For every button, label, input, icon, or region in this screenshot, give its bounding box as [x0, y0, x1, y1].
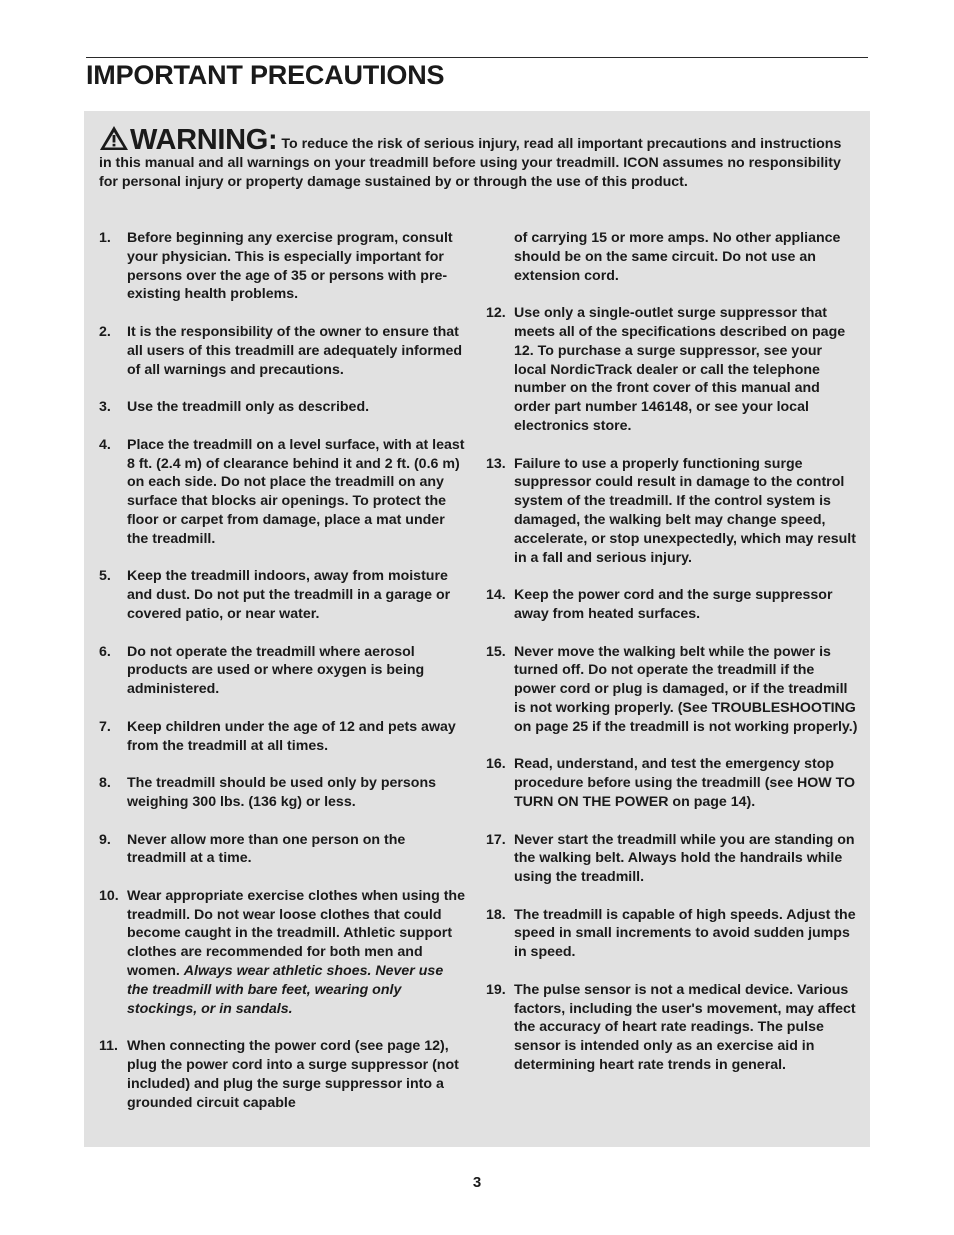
precaution-italic-text: Always wear athletic shoes. Never use the treadmill with bare feet, wearing only stockings, or in sandals.	[127, 963, 444, 1017]
precaution-item	[99, 643, 465, 699]
precaution-item	[99, 436, 465, 549]
warning-label: WARNING:	[130, 124, 278, 156]
precaution-text: Read, understand, and test the emergency stop procedure before using the treadmill (see HOW TO TURN ON THE POWER on page 14).	[514, 756, 856, 810]
precaution-number: 14.	[486, 587, 506, 604]
precaution-number: 3.	[99, 399, 111, 416]
precaution-text: Keep the treadmill indoors, away from moisture and dust. Do not put the treadmill in a garage or covered patio, or near water.	[127, 568, 451, 622]
precaution-item	[99, 831, 465, 869]
precaution-text: Before beginning any exercise program, consult your physician. This is especially important for persons over the age of 35 or persons with pre-existing health problems.	[127, 230, 453, 303]
precaution-number: 4.	[99, 436, 111, 453]
precaution-text: of carrying 15 or more amps. No other appliance should be on the same circuit. Do not use an extension cord.	[514, 230, 841, 284]
precaution-number: 7.	[99, 718, 111, 735]
precaution-number: 8.	[99, 775, 111, 792]
precaution-text: Never move the walking belt while the power is turned off. Do not operate the treadmill if the power cord or plug is damaged, or if the treadmill is not working properly. (See TROUBLESHOOTING on page 25 if the treadmill is not working properly.)	[514, 643, 858, 735]
page-title: IMPORTANT PRECAUTIONS	[86, 60, 445, 90]
precaution-text: It is the responsibility of the owner to ensure that all users of this treadmill are adequately informed of all warnings and precautions.	[127, 323, 463, 378]
precaution-item	[99, 398, 465, 417]
precaution-number: 18.	[486, 906, 506, 923]
precaution-text: Do not operate the treadmill where aerosol products are used or where oxygen is being administered.	[127, 643, 425, 698]
precaution-number: 13.	[486, 455, 506, 472]
precaution-text: When connecting the power cord (see page 12), plug the power cord into a surge suppressor (not included) and plug the surge suppressor into a grounded circuit capable	[127, 1038, 459, 1111]
precaution-text: Failure to use a properly functioning surge suppressor could result in damage to the control system of the treadmill. If the control system is damaged, the walking belt may change speed, accelerate, or stop unexpectedly, which may result in a fall and serious injury.	[514, 455, 856, 566]
precaution-number: 6.	[99, 643, 111, 660]
precaution-item	[486, 755, 858, 811]
precaution-number: 15.	[486, 643, 506, 660]
precaution-item	[486, 643, 858, 737]
precaution-number: 11.	[99, 1038, 118, 1055]
precaution-number: 19.	[486, 981, 506, 998]
precaution-item	[99, 323, 465, 379]
precaution-text: Never start the treadmill while you are standing on the walking belt. Always hold the handrails while using the treadmill.	[514, 831, 855, 886]
precautions-right-column	[486, 229, 858, 1094]
precaution-number: 9.	[99, 831, 111, 848]
precaution-item-continued	[486, 229, 858, 285]
page-number: 3	[472, 1174, 482, 1191]
warning-block	[99, 125, 844, 192]
precaution-number: 5.	[99, 568, 111, 585]
precautions-panel	[84, 111, 870, 1147]
precaution-text: Use the treadmill only as described.	[127, 399, 370, 416]
precaution-number: 17.	[486, 831, 506, 848]
precaution-text: Wear appropriate exercise clothes when using the treadmill. Do not wear loose clothes that could become caught in the treadmill. Athletic support clothes are recommended for both men and women.	[127, 887, 465, 980]
precaution-number: 10.	[99, 887, 119, 904]
warning-text: To reduce the risk of serious injury, read all important precautions and instructions in this manual and all warnings on your treadmill before using your treadmill. ICON assumes no responsibility for personal injury or property damage sustained by or through the use of this product.	[99, 136, 842, 190]
precaution-item	[486, 981, 858, 1075]
precaution-number: 16.	[486, 756, 506, 773]
precaution-item	[99, 229, 465, 304]
precaution-text: Keep the power cord and the surge suppressor away from heated surfaces.	[514, 587, 833, 622]
top-rule	[86, 57, 868, 58]
precaution-item	[486, 831, 858, 887]
precaution-text: Place the treadmill on a level surface, with at least 8 ft. (2.4 m) of clearance behind it and 2 ft. (0.6 m) on each side. Do not place the treadmill on any surface that blocks air openings. To protect the floor or carpet from damage, place a mat under the treadmill.	[127, 436, 465, 547]
precaution-item	[486, 304, 858, 436]
precautions-left-column	[99, 229, 465, 1131]
precaution-text: Use only a single-outlet surge suppressor that meets all of the specifications described on page 12. To purchase a surge suppressor, see your local NordicTrack dealer or call the telephone number on the front cover of this manual and order part number 146148, or see your local electronics store.	[514, 305, 846, 434]
precaution-item	[99, 718, 465, 756]
precaution-text: Keep children under the age of 12 and pets away from the treadmill at all times.	[127, 718, 456, 754]
precaution-text: Never allow more than one person on the treadmill at a time.	[127, 831, 406, 867]
precaution-text: The treadmill is capable of high speeds. Adjust the speed in small increments to avoid sudden jumps in speed.	[514, 906, 856, 961]
precaution-number: 1.	[99, 230, 111, 246]
precaution-number: 12.	[486, 305, 506, 322]
precaution-text: The treadmill should be used only by persons weighing 300 lbs. (136 kg) or less.	[127, 775, 437, 810]
precaution-item	[99, 567, 465, 623]
precaution-item	[486, 906, 858, 962]
precaution-item	[486, 586, 858, 624]
precaution-number: 2.	[99, 323, 111, 340]
precaution-item	[99, 887, 465, 1019]
precaution-item	[486, 455, 858, 568]
warning-triangle-icon	[99, 125, 129, 151]
precaution-item	[99, 1037, 465, 1112]
precaution-text: The pulse sensor is not a medical device. Various factors, including the user's movement, may affect the accuracy of heart rate readings. The pulse sensor is intended only as an exercise aid in determining heart rate trends in general.	[514, 981, 856, 1074]
precaution-item	[99, 774, 465, 812]
